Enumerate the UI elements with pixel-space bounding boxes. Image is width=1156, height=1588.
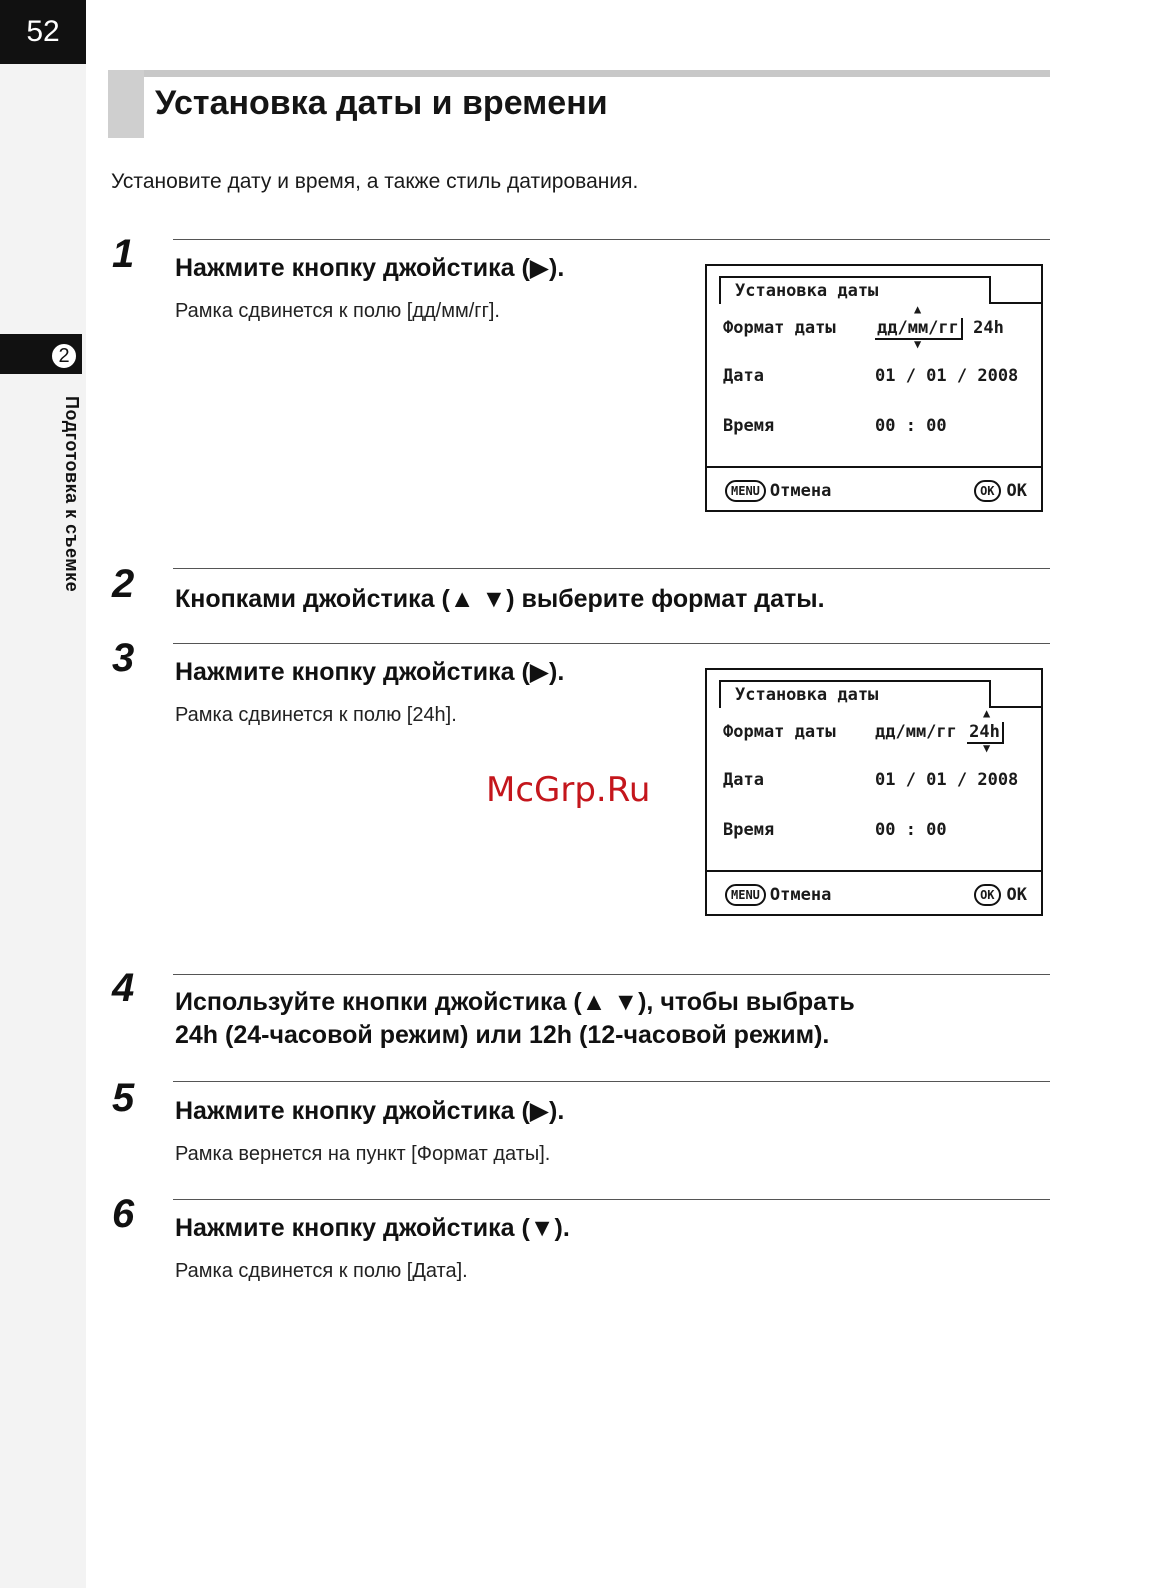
step-number: 4 [112, 966, 135, 1010]
step-divider [173, 643, 1050, 644]
step-heading: Нажмите кнопку джойстика (▶). [175, 1097, 565, 1125]
title-bar-decoration [108, 70, 1050, 77]
cancel-control [725, 480, 831, 502]
screen-tab: Установка даты [719, 276, 991, 304]
ok-control [974, 884, 1027, 906]
ok-button-icon: OK [974, 480, 1000, 502]
up-arrow-icon: ▲ [983, 706, 991, 720]
step-divider [173, 974, 1050, 975]
cancel-label: Отмена [769, 481, 832, 501]
step-number: 6 [112, 1192, 135, 1236]
step-divider [173, 1199, 1050, 1200]
format-label: Формат даты [723, 722, 836, 742]
step-divider [173, 239, 1050, 240]
camera-screen-1 [705, 264, 1043, 512]
step-heading: Кнопками джойстика (▲ ▼) выберите формат даты. [175, 585, 825, 613]
step-heading: Нажмите кнопку джойстика (▶). [175, 658, 565, 686]
step-number: 1 [112, 232, 135, 276]
step-description: Рамка вернется на пункт [Формат даты]. [175, 1143, 551, 1165]
step-description: Рамка сдвинется к полю [Дата]. [175, 1260, 468, 1282]
chapter-title-vertical: Подготовка к съемке [62, 396, 82, 593]
menu-button-icon: MENU [725, 884, 766, 906]
ok-button-icon: OK [974, 884, 1000, 906]
left-margin-strip [0, 0, 86, 1588]
date-value: 01 / 01 / 2008 [875, 366, 1019, 386]
hour-format-value: 24h [973, 318, 1004, 338]
date-label: Дата [723, 366, 764, 386]
up-arrow-icon: ▲ [914, 302, 922, 316]
step-heading-line-2: 24h (24-часовой режим) или 12h (12-часовой режим). [175, 1021, 830, 1049]
screen-footer-rule [707, 870, 1041, 872]
format-value-selected: дд/мм/гг [875, 318, 963, 340]
cancel-label: Отмена [769, 885, 832, 905]
step-heading: Нажмите кнопку джойстика (▶). [175, 254, 565, 282]
ok-label: OK [1006, 885, 1027, 905]
section-title: Установка даты и времени [155, 84, 608, 122]
step-description: Рамка сдвинется к полю [24h]. [175, 704, 457, 726]
chapter-number: 2 [50, 342, 78, 370]
format-value-row [875, 318, 1004, 338]
camera-screen-2 [705, 668, 1043, 916]
time-label: Время [723, 820, 775, 840]
ok-control [974, 480, 1027, 502]
step-divider [173, 568, 1050, 569]
step-description: Рамка сдвинется к полю [дд/мм/гг]. [175, 300, 500, 322]
ok-label: OK [1006, 481, 1027, 501]
step-number: 2 [112, 562, 135, 606]
format-value: дд/мм/гг [875, 722, 957, 742]
screen-tab: Установка даты [719, 680, 991, 708]
screen-footer-rule [707, 466, 1041, 468]
step-number: 3 [112, 636, 135, 680]
section-intro: Установите дату и время, а также стиль датирования. [111, 170, 639, 193]
page-number: 52 [0, 0, 86, 64]
step-divider [173, 1081, 1050, 1082]
step-number: 5 [112, 1076, 135, 1120]
time-label: Время [723, 416, 775, 436]
format-value-row [875, 722, 1004, 742]
screen-tab-rule [991, 706, 1043, 708]
down-arrow-icon: ▼ [914, 337, 922, 351]
screen-tab-rule [991, 302, 1043, 304]
step-heading: Нажмите кнопку джойстика (▼). [175, 1214, 570, 1242]
cancel-control [725, 884, 831, 906]
date-value: 01 / 01 / 2008 [875, 770, 1019, 790]
date-label: Дата [723, 770, 764, 790]
hour-format-value-selected: 24h [967, 722, 1004, 744]
menu-button-icon: MENU [725, 480, 766, 502]
time-value: 00 : 00 [875, 416, 947, 436]
title-bar-accent [108, 70, 144, 138]
time-value: 00 : 00 [875, 820, 947, 840]
watermark: McGrp.Ru [486, 770, 651, 810]
format-label: Формат даты [723, 318, 836, 338]
step-heading-line-1: Используйте кнопки джойстика (▲ ▼), чтобы выбрать [175, 988, 855, 1016]
down-arrow-icon: ▼ [983, 741, 991, 755]
